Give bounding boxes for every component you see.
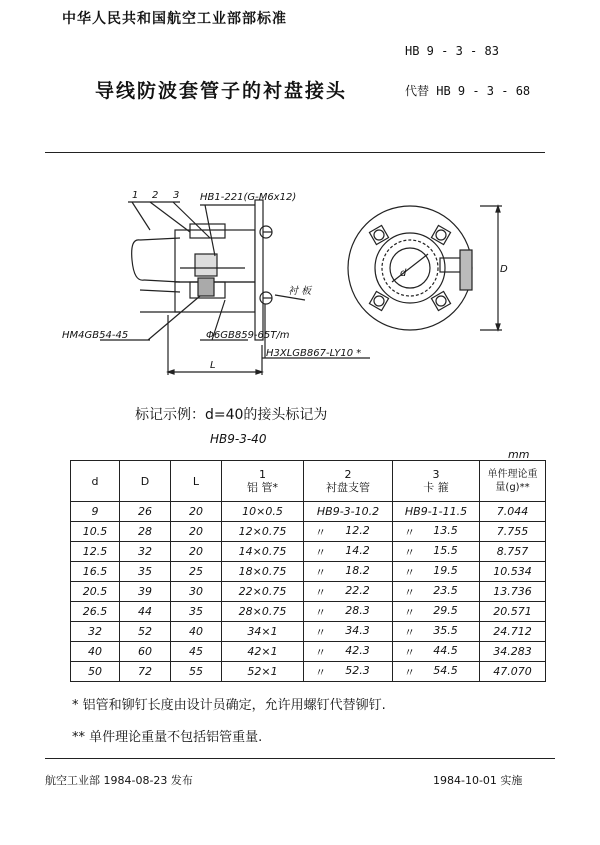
cell-clamp-value: 15.5 — [433, 543, 458, 557]
cell-weight — [480, 522, 546, 542]
col-clamp — [393, 461, 480, 502]
callout-washer: Φ6GB859-65T/m — [206, 330, 290, 341]
cell-d-value: 10.5 — [82, 525, 108, 538]
ditto-mark: 〃 — [315, 525, 326, 539]
cell-tube — [222, 662, 304, 682]
cell-weight-value: 13.736 — [493, 585, 532, 598]
cell-support — [304, 662, 393, 682]
table-row — [71, 502, 546, 522]
label-plate: 衬 板 — [288, 286, 312, 297]
cell-tube-value: 28×0.75 — [238, 605, 287, 618]
cell-tube — [222, 642, 304, 662]
cell-clamp-value: HB9-1-11.5 — [404, 505, 468, 518]
cell-tube-value: 34×1 — [247, 625, 278, 638]
cell-weight — [480, 602, 546, 622]
ditto-mark: 〃 — [404, 585, 415, 599]
cell-clamp-value: 54.5 — [433, 663, 458, 677]
ditto-mark: 〃 — [315, 605, 326, 619]
marking-example: 标记示例：d=40的接头标记为 — [135, 407, 328, 423]
col-clamp-no: 3 — [432, 468, 440, 481]
ditto-mark: 〃 — [315, 625, 326, 639]
cell-d — [71, 542, 120, 562]
cell-support — [304, 522, 393, 542]
cell-clamp — [393, 502, 480, 522]
spec-table — [70, 460, 546, 682]
cell-L-value: 35 — [189, 605, 203, 618]
part-label-3: 3 — [173, 190, 180, 201]
cell-d — [71, 642, 120, 662]
cell-clamp-value: 29.5 — [433, 603, 458, 617]
cell-support-value: 18.2 — [345, 563, 370, 577]
cell-D-value: 60 — [138, 645, 152, 658]
ditto-mark: 〃 — [404, 525, 415, 539]
col-clamp-name: 卡 箍 — [423, 481, 449, 494]
cell-D — [120, 562, 171, 582]
cell-D-value: 44 — [138, 605, 152, 618]
cell-L-value: 55 — [189, 665, 203, 678]
cell-d-value: 32 — [88, 625, 102, 638]
cell-clamp — [393, 582, 480, 602]
table-row — [71, 642, 546, 662]
note-2: ** 单件理论重量不包括铝管重量. — [72, 730, 263, 745]
ditto-mark: 〃 — [404, 605, 415, 619]
ditto-mark: 〃 — [404, 645, 415, 659]
cell-support — [304, 642, 393, 662]
cell-weight — [480, 642, 546, 662]
cell-tube-value: 14×0.75 — [238, 545, 287, 558]
cell-support-value: 14.2 — [345, 543, 370, 557]
cell-support — [304, 542, 393, 562]
cell-L — [171, 562, 222, 582]
cell-weight-value: 8.757 — [496, 545, 529, 558]
cell-D — [120, 542, 171, 562]
table-header-row — [71, 461, 546, 502]
cell-clamp — [393, 522, 480, 542]
cell-support — [304, 582, 393, 602]
cell-d-value: 50 — [88, 665, 102, 678]
spec-table-body — [71, 502, 546, 682]
cell-weight — [480, 662, 546, 682]
cell-L-value: 20 — [189, 505, 203, 518]
cell-clamp — [393, 602, 480, 622]
cell-support-value: 52.3 — [345, 663, 370, 677]
cell-support-value: 34.3 — [345, 623, 370, 637]
cell-L-value: 25 — [189, 565, 203, 578]
table-row — [71, 582, 546, 602]
cell-d-value: 12.5 — [82, 545, 108, 558]
cell-d-value: 40 — [88, 645, 102, 658]
cell-D-value: 26 — [138, 505, 152, 518]
front-clamp — [440, 258, 462, 272]
cell-clamp-value: 13.5 — [433, 523, 458, 537]
issue-date: 航空工业部 1984-08-23 发布 — [45, 774, 193, 787]
cell-weight — [480, 562, 546, 582]
cell-clamp — [393, 542, 480, 562]
cell-L-value: 20 — [189, 545, 203, 558]
cell-L — [171, 542, 222, 562]
cell-tube-value: 22×0.75 — [238, 585, 287, 598]
cell-D — [120, 522, 171, 542]
replaces-standard: 代替 HB 9 - 3 - 68 — [405, 84, 531, 98]
marking-example-code: HB9-3-40 — [210, 432, 267, 446]
cell-d — [71, 622, 120, 642]
ditto-mark: 〃 — [315, 665, 326, 679]
cell-L-value: 45 — [189, 645, 203, 658]
cell-support — [304, 622, 393, 642]
cell-L — [171, 502, 222, 522]
callout-rivet: H3XLGB867-LY10 * — [266, 348, 362, 359]
cell-weight-value: 47.070 — [493, 665, 532, 678]
cell-weight — [480, 582, 546, 602]
cell-tube — [222, 562, 304, 582]
cell-d — [71, 562, 120, 582]
table-row — [71, 622, 546, 642]
table-row — [71, 522, 546, 542]
cell-D — [120, 502, 171, 522]
cell-L-value: 40 — [189, 625, 203, 638]
flange-plate — [255, 200, 263, 340]
cell-clamp — [393, 562, 480, 582]
ditto-mark: 〃 — [404, 565, 415, 579]
ditto-mark: 〃 — [404, 665, 415, 679]
col-weight: 单件理论重量(g)** — [480, 461, 546, 502]
ditto-mark: 〃 — [315, 645, 326, 659]
cell-clamp-value: 23.5 — [433, 583, 458, 597]
note-1: * 铝管和铆钉长度由设计员确定，允许用螺钉代替铆钉. — [72, 698, 386, 713]
table-row — [71, 602, 546, 622]
issuing-organization: 中华人民共和国航空工业部部标准 — [62, 11, 287, 27]
table-row — [71, 562, 546, 582]
cell-support-value: HB9-3-10.2 — [316, 505, 380, 518]
technical-drawing — [40, 180, 510, 380]
cell-d — [71, 602, 120, 622]
col-support — [304, 461, 393, 502]
cell-support-value: 22.2 — [345, 583, 370, 597]
cell-tube — [222, 502, 304, 522]
ditto-mark: 〃 — [315, 545, 326, 559]
col-tube — [222, 461, 304, 502]
cell-tube — [222, 622, 304, 642]
cable — [132, 240, 144, 280]
ditto-mark: 〃 — [404, 625, 415, 639]
col-tube-no: 1 — [259, 468, 266, 481]
cell-L — [171, 622, 222, 642]
unit-label: mm — [508, 448, 530, 461]
cell-D-value: 72 — [138, 665, 152, 678]
cell-d — [71, 502, 120, 522]
cell-L — [171, 642, 222, 662]
col-L: L — [171, 461, 222, 502]
ditto-mark: 〃 — [404, 545, 415, 559]
cell-D — [120, 622, 171, 642]
standard-number: HB 9 - 3 - 83 — [405, 44, 499, 58]
dim-d: d — [400, 268, 407, 279]
cell-tube-value: 18×0.75 — [238, 565, 287, 578]
col-support-no: 2 — [344, 468, 352, 481]
cell-L — [171, 582, 222, 602]
cell-support — [304, 502, 393, 522]
cell-weight-value: 24.712 — [493, 625, 532, 638]
cell-tube-value: 42×1 — [247, 645, 278, 658]
cell-D — [120, 602, 171, 622]
page-title: 导线防波套管子的衬盘接头 — [95, 80, 348, 102]
cell-tube-value: 52×1 — [247, 665, 278, 678]
clamp-nut — [198, 278, 214, 296]
col-support-name: 衬盘支管 — [326, 481, 370, 494]
cell-L — [171, 602, 222, 622]
col-D: D — [120, 461, 171, 502]
cell-weight-value: 20.571 — [493, 605, 532, 618]
cell-clamp-value: 44.5 — [433, 643, 458, 657]
cell-d-value: 20.5 — [82, 585, 108, 598]
cell-support-value: 42.3 — [345, 643, 370, 657]
cell-weight-value: 34.283 — [493, 645, 532, 658]
cell-support — [304, 562, 393, 582]
cell-support-value: 12.2 — [345, 523, 370, 537]
cell-tube — [222, 522, 304, 542]
cell-tube-value: 10×0.5 — [242, 505, 283, 518]
ditto-mark: 〃 — [315, 565, 326, 579]
cell-clamp-value: 35.5 — [433, 623, 458, 637]
cell-tube — [222, 582, 304, 602]
col-d: d — [71, 461, 120, 502]
cell-weight — [480, 542, 546, 562]
table-row — [71, 662, 546, 682]
cell-clamp-value: 19.5 — [433, 563, 458, 577]
dim-D: D — [500, 264, 508, 275]
cell-clamp — [393, 662, 480, 682]
cell-tube — [222, 542, 304, 562]
cell-weight-value: 7.755 — [496, 525, 529, 538]
cell-L — [171, 662, 222, 682]
cell-L — [171, 522, 222, 542]
cell-D-value: 32 — [138, 545, 152, 558]
cell-D — [120, 582, 171, 602]
callout-nut: HM4GB54-45 — [62, 330, 129, 341]
cell-support-value: 28.3 — [345, 603, 370, 617]
cell-L-value: 20 — [189, 525, 203, 538]
cell-tube — [222, 602, 304, 622]
footer-divider — [45, 758, 555, 759]
cell-d-value: 16.5 — [82, 565, 108, 578]
cell-clamp — [393, 622, 480, 642]
cell-D-value: 35 — [138, 565, 152, 578]
effective-date: 1984-10-01 实施 — [433, 774, 523, 787]
cell-D-value: 52 — [138, 625, 152, 638]
cell-D-value: 28 — [138, 525, 152, 538]
cell-D — [120, 662, 171, 682]
cell-d — [71, 582, 120, 602]
cell-weight-value: 10.534 — [493, 565, 532, 578]
cell-weight — [480, 622, 546, 642]
part-label-1: 1 — [132, 190, 139, 201]
cell-D — [120, 642, 171, 662]
part-label-2: 2 — [152, 190, 159, 201]
cell-clamp — [393, 642, 480, 662]
ditto-mark: 〃 — [315, 585, 326, 599]
cell-L-value: 30 — [189, 585, 203, 598]
front-view — [348, 206, 502, 330]
cell-support — [304, 602, 393, 622]
cell-d-value: 26.5 — [82, 605, 108, 618]
header-divider — [45, 152, 545, 153]
col-tube-name: 铝 管* — [247, 481, 278, 494]
table-row — [71, 542, 546, 562]
dim-L: L — [210, 360, 216, 371]
cell-tube-value: 12×0.75 — [238, 525, 287, 538]
cell-weight-value: 7.044 — [496, 505, 529, 518]
cell-d-value: 9 — [91, 505, 99, 518]
cell-d — [71, 662, 120, 682]
cell-d — [71, 522, 120, 542]
cell-D-value: 39 — [138, 585, 152, 598]
callout-hb: HB1-221(G-M6x12) — [200, 192, 297, 203]
cell-weight — [480, 502, 546, 522]
